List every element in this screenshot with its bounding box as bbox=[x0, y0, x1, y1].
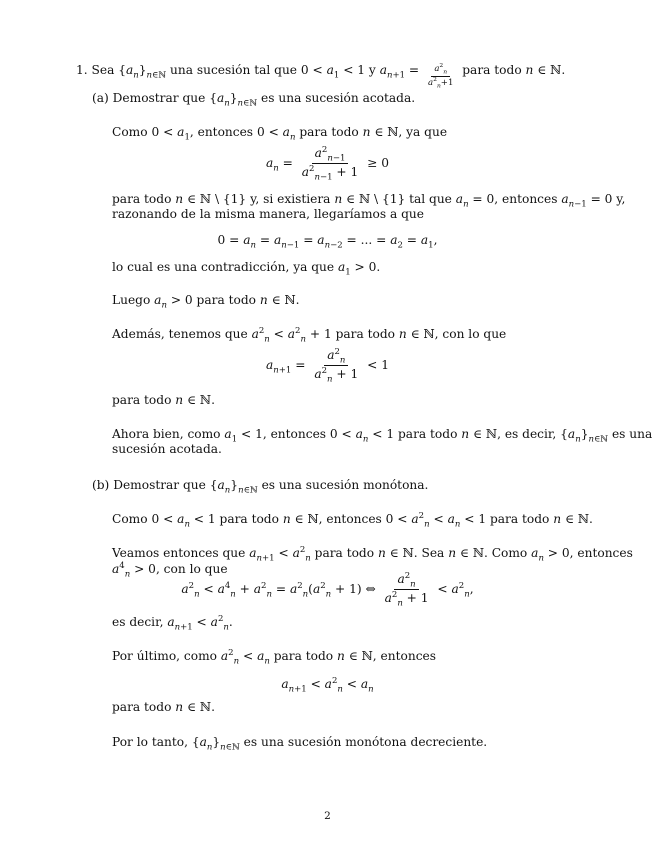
math: $a_1 < 1$ bbox=[224, 427, 263, 445]
text: Además, tenemos que bbox=[112, 327, 248, 341]
text: , es decir, bbox=[497, 427, 557, 441]
text: Ahora bien, como bbox=[112, 427, 221, 441]
math: $a_{n-1} = 0$ bbox=[561, 192, 613, 210]
text: para todo bbox=[489, 512, 550, 526]
problem-number: 1. bbox=[76, 63, 88, 77]
text: Como bbox=[112, 512, 148, 526]
display-equation-5: $a_{n+1} < a^2_n < a_n$ bbox=[281, 675, 374, 695]
part-b-paragraph-5 bbox=[112, 700, 215, 716]
math: $a^4_n > 0$ bbox=[112, 560, 156, 580]
part-b-paragraph-6 bbox=[112, 735, 487, 751]
part-a-paragraph-1 bbox=[112, 125, 447, 141]
part-b-paragraph-4 bbox=[112, 649, 436, 665]
display-equation-3: $a_{n+1}$ = $\frac{a^2_n}{a^2_n + 1}$ < 1 bbox=[266, 346, 389, 385]
statement-text-a: Sea bbox=[91, 63, 115, 77]
text: , entonces bbox=[569, 546, 633, 560]
math: $a_n > 0$ bbox=[531, 546, 570, 564]
part-a-paragraph-2-line-1 bbox=[112, 192, 625, 208]
text: es decir, bbox=[112, 615, 164, 629]
display-equation-4: $a^2_n < a^4_n + a^2_n = a^2_n(a^2_n + 1)$ ⇔ $\frac{a^2_n}{a^2_n + 1}$ < $a^2_n$, bbox=[181, 570, 474, 609]
math: n ∈ ℕ bbox=[282, 512, 319, 526]
math: $0 < a_n$ bbox=[256, 125, 296, 143]
text: para todo bbox=[112, 393, 172, 407]
math: $0 < a^2_n < a_n < 1$ bbox=[385, 510, 487, 530]
text: para todo bbox=[219, 512, 279, 526]
part-a-title bbox=[92, 91, 415, 107]
part-b-paragraph-3 bbox=[112, 615, 233, 631]
text: y, bbox=[616, 192, 626, 206]
math: n ∈ ℕ bbox=[362, 125, 399, 139]
text: , entonces bbox=[318, 512, 382, 526]
part-b-title-text-b: es una sucesión monótona. bbox=[261, 478, 429, 492]
math-sequence: $\{a_n\}_{n\in ℕ}$ bbox=[209, 478, 258, 496]
text: , con lo que bbox=[155, 562, 228, 576]
math: $a^2_n < a_n$ bbox=[220, 647, 270, 667]
text: Luego bbox=[112, 293, 151, 307]
math-n-in-N: n ∈ ℕ. bbox=[525, 63, 566, 77]
math: n ∈ ℕ \ {1} bbox=[175, 192, 247, 206]
text: es una sucesión monótona decreciente. bbox=[243, 735, 488, 749]
part-a-title-text-b: es una sucesión acotada. bbox=[261, 91, 416, 105]
display-equation-1: $a_n$ = $\frac{a^2_{n-1}}{a^2_{n-1} + 1}$ ≥ 0 bbox=[266, 144, 389, 183]
part-b-title-text-a: Demostrar que bbox=[113, 478, 206, 492]
math: $a_{n+1} < a^2_n$ bbox=[249, 544, 311, 564]
part-a-paragraph-4 bbox=[112, 293, 300, 309]
math-sequence: $\{a_n\}_{n\in ℕ}$ bbox=[191, 735, 240, 753]
text: para todo bbox=[273, 649, 334, 663]
part-a-title-text-a: Demostrar que bbox=[112, 91, 206, 105]
math: $a_n = 0$ bbox=[455, 192, 495, 210]
text: , entonces bbox=[189, 125, 254, 139]
text: . Sea bbox=[413, 546, 445, 560]
text: para todo bbox=[112, 192, 172, 206]
part-a-paragraph-5 bbox=[112, 327, 506, 343]
math: $0 < a_n < 1$ bbox=[151, 512, 216, 530]
part-a-label: (a) bbox=[92, 91, 109, 105]
part-b-title bbox=[92, 478, 428, 494]
part-b-label: (b) bbox=[92, 478, 110, 492]
math: n ∈ ℕ bbox=[377, 546, 414, 560]
part-b-paragraph-1 bbox=[112, 512, 593, 528]
math: $a^2_n < a^2_n + 1$ bbox=[251, 325, 332, 345]
math-sequence: $\{a_n\}_{n\in ℕ}$ bbox=[560, 427, 609, 445]
math: $a_1 > 0$. bbox=[337, 260, 381, 278]
part-a-paragraph-2-line-2: razonando de la misma manera, llegaríamos a que bbox=[112, 207, 424, 221]
text: , entonces bbox=[262, 427, 327, 441]
display-equation-2: $0 = a_n = a_{n-1} = a_{n-2}$ = ... = $a_2 = a_1$, bbox=[217, 233, 438, 251]
math: n ∈ ℕ bbox=[398, 327, 435, 341]
text: para todo bbox=[314, 546, 375, 560]
text: Veamos entonces que bbox=[112, 546, 246, 560]
part-b-paragraph-2-line-1 bbox=[112, 546, 633, 562]
math: $a_n > 0$ bbox=[154, 293, 193, 311]
part-a-paragraph-7-line-2: sucesión acotada. bbox=[112, 442, 222, 456]
text: y, si existiera bbox=[250, 192, 331, 206]
part-a-paragraph-7-line-1 bbox=[112, 427, 652, 443]
text: para todo bbox=[112, 700, 172, 714]
math-condition: $0 < a_1 < 1$ y $a_{n+1}$ = $\frac{a^2_n}{a^2_n+1}$ bbox=[300, 61, 454, 90]
text: para todo bbox=[196, 293, 256, 307]
text: para todo bbox=[299, 125, 359, 139]
text: . Como bbox=[483, 546, 528, 560]
text: para todo bbox=[398, 427, 458, 441]
part-a-paragraph-3 bbox=[112, 260, 380, 276]
math: $a_{n+1} < a^2_n$. bbox=[167, 613, 233, 633]
math: n ∈ ℕ bbox=[461, 427, 498, 441]
problem-statement bbox=[76, 63, 565, 89]
math: n ∈ ℕ. bbox=[175, 700, 215, 714]
math: n ∈ ℕ. bbox=[175, 393, 215, 407]
statement-text-b: una sucesión tal que bbox=[170, 63, 298, 77]
text: Por lo tanto, bbox=[112, 735, 188, 749]
statement-text-c: para todo bbox=[462, 63, 522, 77]
math: n ∈ ℕ bbox=[448, 546, 484, 560]
math-sequence: $\{a_n\}_{n\in ℕ}$ bbox=[209, 91, 258, 109]
math: $0 < a_1$ bbox=[151, 125, 190, 143]
math: n ∈ ℕ. bbox=[553, 512, 593, 526]
text: Como bbox=[112, 125, 148, 139]
text: , con lo que bbox=[434, 327, 507, 341]
math-sequence: $\{a_n\}_{n\in ℕ}$ bbox=[118, 63, 167, 81]
math: n ∈ ℕ bbox=[337, 649, 373, 663]
math: $0 < a_n < 1$ bbox=[329, 427, 395, 445]
text: lo cual es una contradicción, ya que bbox=[112, 260, 335, 274]
page-number: 2 bbox=[324, 810, 331, 822]
text: tal que bbox=[409, 192, 452, 206]
math: n ∈ ℕ. bbox=[259, 293, 300, 307]
text: para todo bbox=[335, 327, 395, 341]
text: , entonces bbox=[372, 649, 436, 663]
math: n ∈ ℕ \ {1} bbox=[334, 192, 406, 206]
text: , entonces bbox=[494, 192, 558, 206]
part-a-paragraph-6 bbox=[112, 393, 215, 409]
text: es una bbox=[611, 427, 653, 441]
text: Por último, como bbox=[112, 649, 217, 663]
text: , ya que bbox=[398, 125, 448, 139]
